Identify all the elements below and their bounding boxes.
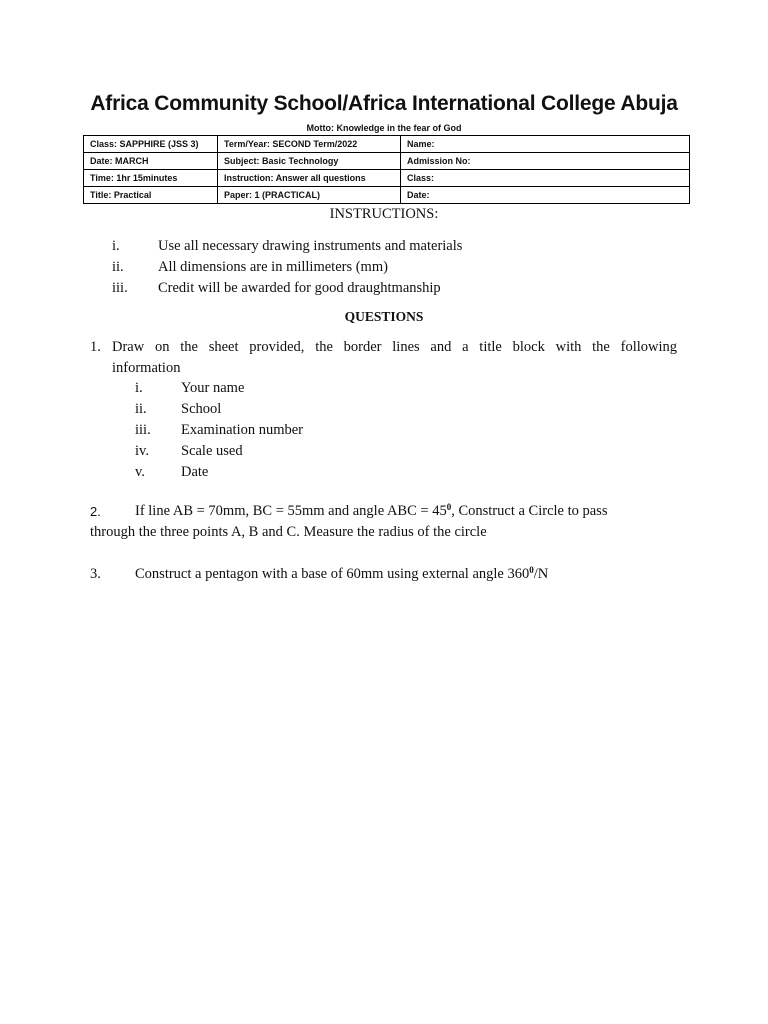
question-number: 1. xyxy=(90,339,101,355)
question-1-text: Draw on the sheet provided, the border lines and a title block with the following xyxy=(112,339,677,355)
subitem-text: Date xyxy=(181,464,209,480)
question-2-text-cont: through the three points A, B and C. Measure the radius of the circle xyxy=(90,524,487,540)
question-number: 2. xyxy=(90,504,101,519)
table-row xyxy=(84,187,690,204)
table-cell-class: Class: SAPPHIRE (JSS 3) xyxy=(84,136,218,153)
subitem-text: Scale used xyxy=(181,443,243,459)
table-cell-subject: Subject: Basic Technology xyxy=(218,153,401,170)
questions-heading: QUESTIONS xyxy=(344,309,424,324)
table-cell-title: Title: Practical xyxy=(84,187,218,204)
question-2-text xyxy=(135,503,607,520)
subitem-number: iii. xyxy=(135,422,151,438)
table-cell-date: Date: MARCH xyxy=(84,153,218,170)
question-1-text-cont: information xyxy=(112,360,181,376)
table-cell-instruction: Instruction: Answer all questions xyxy=(218,170,401,187)
instruction-number: iii. xyxy=(112,280,128,296)
table-row xyxy=(84,136,690,153)
subitem-text: Your name xyxy=(181,380,245,396)
table-row xyxy=(84,153,690,170)
instructions-heading: INSTRUCTIONS: xyxy=(329,206,439,222)
degree-superscript: 0 xyxy=(529,565,534,575)
question-3-text-part: /N xyxy=(533,566,549,582)
subitem-number: i. xyxy=(135,380,143,396)
question-2-text-part: If line AB = 70mm, BC = 55mm and angle ABC = 45 xyxy=(135,503,447,519)
instruction-text: Use all necessary drawing instruments and materials xyxy=(158,238,463,254)
instruction-number: ii. xyxy=(112,259,124,275)
instruction-text: All dimensions are in millimeters (mm) xyxy=(158,259,388,275)
table-row xyxy=(84,170,690,187)
instruction-number: i. xyxy=(112,238,120,254)
table-cell-term-year: Term/Year: SECOND Term/2022 xyxy=(218,136,401,153)
subitem-number: v. xyxy=(135,464,145,480)
exam-info-table xyxy=(83,135,690,204)
table-cell-time: Time: 1hr 15minutes xyxy=(84,170,218,187)
table-cell-paper: Paper: 1 (PRACTICAL) xyxy=(218,187,401,204)
table-cell-date-blank: Date: xyxy=(401,187,690,204)
question-3-text-part: Construct a pentagon with a base of 60mm using external angle 360 xyxy=(135,566,530,582)
question-number: 3. xyxy=(90,566,101,582)
question-2-text-part: , Construct a Circle to pass xyxy=(451,503,608,519)
motto: Motto: Knowledge in the fear of God xyxy=(306,123,462,133)
table-cell-admission-no: Admission No: xyxy=(401,153,690,170)
subitem-number: ii. xyxy=(135,401,147,417)
school-title: Africa Community School/Africa International College Abuja xyxy=(90,92,678,115)
subitem-number: iv. xyxy=(135,443,149,459)
table-cell-class-blank: Class: xyxy=(401,170,690,187)
subitem-text: Examination number xyxy=(181,422,304,438)
table-cell-name: Name: xyxy=(401,136,690,153)
question-3-text xyxy=(135,566,548,583)
subitem-text: School xyxy=(181,401,222,417)
instruction-text: Credit will be awarded for good draughtmanship xyxy=(158,280,441,296)
degree-superscript: 0 xyxy=(446,502,452,512)
